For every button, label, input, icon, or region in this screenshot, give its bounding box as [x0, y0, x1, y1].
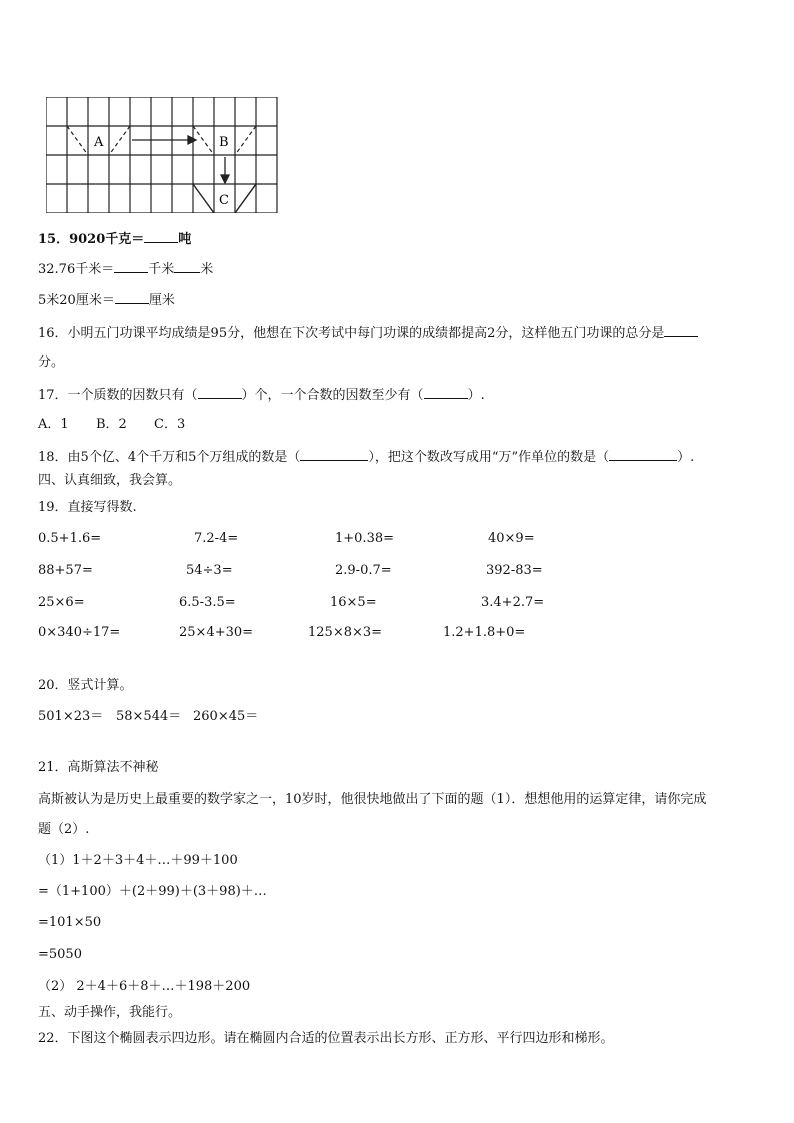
problem: 25×4+30=: [179, 625, 254, 640]
q21-step2: =（1+100）＋(2＋99)＋(3＋98)＋…: [38, 884, 267, 899]
problem: 40×9=: [488, 531, 535, 546]
q21-step1: （1）1＋2＋3＋4＋…＋99＋100: [38, 853, 238, 868]
q16-line2: 分。: [38, 355, 65, 370]
answer-blank[interactable]: [424, 386, 468, 399]
q17-option-b[interactable]: B．2: [96, 417, 127, 432]
q22-question: 22．下图这个椭圆表示四边形。请在椭圆内合适的位置表示出长方形、正方形、平行四边形和梯形。: [38, 1031, 614, 1046]
q21-step3: =101×50: [38, 915, 102, 930]
vertical-calc-item: 501×23＝: [38, 709, 104, 724]
section-4-title: 四、认真细致，我会算。: [38, 473, 182, 488]
shape-b-label: B: [219, 135, 229, 150]
problem: 0×340÷17=: [38, 625, 121, 640]
problem: 6.5-3.5=: [179, 595, 236, 610]
vertical-calc-item: 58×544＝: [116, 709, 182, 724]
grid-figure: [46, 97, 280, 213]
problem: 16×5=: [330, 595, 377, 610]
q21-title: 21．高斯算法不神秘: [38, 760, 159, 775]
shape-a-label: A: [94, 135, 104, 150]
q19-title: 19．直接写得数.: [38, 500, 137, 515]
problem: 3.4+2.7=: [481, 595, 545, 610]
grid-lines: [46, 97, 277, 213]
answer-blank[interactable]: [609, 448, 677, 461]
problem: 2.9-0.7=: [335, 563, 392, 578]
q17-option-a[interactable]: A．1: [38, 417, 69, 432]
q17-option-c[interactable]: C．3: [154, 417, 186, 432]
answer-blank[interactable]: [144, 230, 178, 243]
translate-arrow-down: [221, 157, 229, 183]
problem: 25×6=: [38, 595, 85, 610]
q21-paragraph-line2: 题（2）.: [38, 822, 90, 837]
section-5-title: 五、动手操作，我能行。: [38, 1005, 182, 1020]
answer-blank[interactable]: [114, 260, 148, 273]
q21-part2: （2） 2＋4＋6＋8＋…＋198＋200: [38, 979, 251, 994]
problem: 125×8×3=: [308, 625, 383, 640]
problem: 0.5+1.6=: [38, 531, 102, 546]
answer-blank[interactable]: [174, 260, 200, 273]
translate-arrow-right: [132, 136, 196, 144]
problem: 1+0.38=: [335, 531, 395, 546]
q15-line3: 5米20厘米＝ 厘米: [38, 293, 175, 308]
q17-question: 17．一个质数的因数只有（ ）个，一个合数的因数至少有（ ）.: [38, 388, 485, 403]
problem: 88+57=: [38, 563, 93, 578]
problem: 54÷3=: [186, 563, 233, 578]
q18-question: 18．由5个亿、4个千万和5个万组成的数是（ ），把这个数改写成用“万”作单位的数是（ ）.: [38, 450, 695, 465]
q21-step4: =5050: [38, 947, 82, 962]
q21-paragraph-line1: 高斯被认为是历史上最重要的数学家之一，10岁时，他很快地做出了下面的题（1）．想想他用的运算定律，请你完成: [38, 792, 707, 807]
vertical-calc-item: 260×45＝: [193, 709, 259, 724]
q15-line1: 15．9020千克＝ 吨: [38, 232, 192, 247]
problem: 7.2-4=: [194, 531, 239, 546]
problem: 1.2+1.8+0=: [443, 625, 526, 640]
problem: 392-83=: [486, 563, 543, 578]
answer-blank[interactable]: [198, 386, 242, 399]
answer-blank[interactable]: [300, 448, 368, 461]
q16-line1: 16．小明五门功课平均成绩是95分，他想在下次考试中每门功课的成绩都提高2分，这样他五门功课的总分是: [38, 324, 698, 342]
q15-line2: 32.76千米＝ 千米 米: [38, 262, 214, 277]
answer-blank[interactable]: [115, 291, 149, 304]
answer-blank[interactable]: [664, 324, 698, 337]
shape-c-label: C: [219, 193, 229, 208]
q20-title: 20．竖式计算。: [38, 678, 133, 693]
